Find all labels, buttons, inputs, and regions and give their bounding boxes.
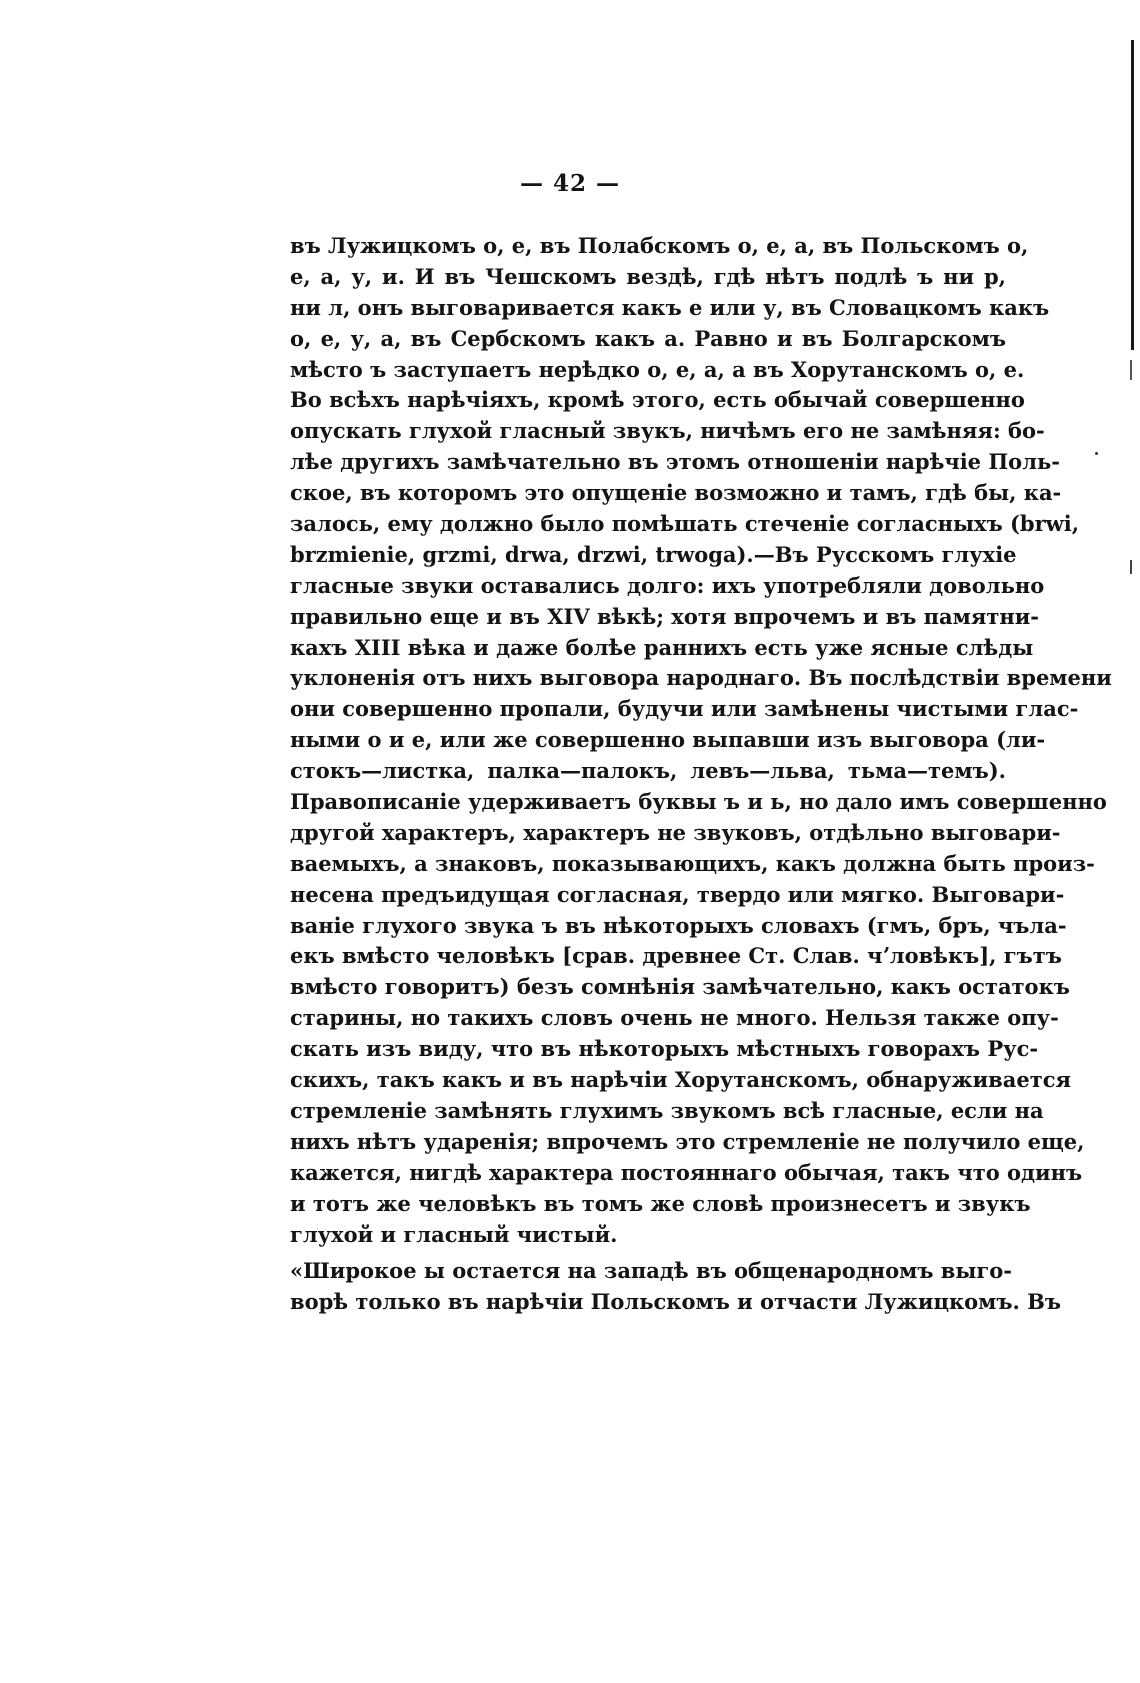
text-line: уклоненія отъ нихъ выговора народнаго. Въ послѣдствіи времени (290, 665, 1112, 691)
text-line: ни л, онъ выговаривается какъ е или у, въ Словацкомъ какъ (290, 294, 1050, 320)
text-line: кажется, нигдѣ характера постояннаго обычая, такъ что одинъ (290, 1159, 1083, 1185)
text-line: ваніе глухого звука ъ въ нѣкоторыхъ словахъ (гмъ, бръ, чълa- (290, 912, 1067, 938)
text-line: другой характеръ, характеръ не звуковъ, отдѣльно выговари- (290, 819, 1061, 845)
text-line: «Широкое ы остается на западѣ въ общенародномъ выго- (290, 1258, 1013, 1284)
page-number: — 42 — (519, 170, 621, 197)
text-line: о, е, у, а, въ Сербскомъ какъ а. Равно и въ Болгарскомъ (290, 325, 1006, 351)
text-line: ворѣ только въ нарѣчіи Польскомъ и отчасти Лужицкомъ. Въ (290, 1289, 1061, 1315)
text-line: Во всѣхъ нарѣчіяхъ, кромѣ этого, есть обычай совершенно (290, 387, 1025, 413)
text-line: опускать глухой гласный звукъ, ничѣмъ его не замѣняя: бо- (290, 418, 1045, 444)
text-line: они совершенно пропали, будучи или замѣнены чистыми глас- (290, 696, 1079, 722)
text-line: brzmienie, grzmi, drwa, drzwi, trwoga).—Въ Русскомъ глухіе (290, 541, 1017, 567)
text-line: старины, но такихъ словъ очень не много. Нельзя также опу- (290, 1005, 1059, 1031)
text-line: лѣе другихъ замѣчательно въ этомъ отношеніи нарѣчіе Поль- (290, 449, 1060, 475)
paragraph-2 (290, 1256, 1061, 1318)
text-line: въ Лужицкомъ о, е, въ Полабскомъ о, е, а, въ Польскомъ о, (290, 233, 1029, 258)
text-line: Правописаніе удерживаетъ буквы ъ и ь, но дало имъ совершенно (290, 789, 1107, 815)
text-line: ваемыхъ, а знаковъ, показывающихъ, какъ должна быть произ- (290, 850, 1095, 876)
paragraph-1 (290, 231, 1112, 1250)
text-line: правильно еще и въ XIV вѣкѣ; хотя впрочемъ и въ памятни- (290, 603, 1040, 629)
text-line: скихъ, такъ какъ и въ нарѣчіи Хорутанскомъ, обнаруживается (290, 1067, 1072, 1093)
text-line: скать изъ виду, что въ нѣкоторыхъ мѣстныхъ говорахъ Рус- (290, 1036, 1039, 1062)
scan-speck (1095, 452, 1098, 455)
text-line: глухой и гласный чистый. (290, 1221, 618, 1247)
text-line: гласные звуки оставались долго: ихъ употребляли довольно (290, 572, 1045, 598)
text-line: несена предъидущая согласная, твердо или мягко. Выговари- (290, 881, 1065, 907)
text-line: ское, въ которомъ это опущеніе возможно и тамъ, гдѣ бы, ка- (290, 480, 1062, 506)
text-line: екъ вмѣсто человѣкъ [срав. древнее Ст. Слав. чʼловѣкъ], гътъ (290, 943, 1062, 969)
scan-edge-mark (1130, 560, 1132, 574)
text-line: вмѣсто говоритъ) безъ сомнѣнія замѣчательно, какъ остатокъ (290, 974, 1070, 1000)
text-line: и тотъ же человѣкъ въ томъ же словѣ произнесетъ и звукъ (290, 1190, 1031, 1216)
body-text (290, 231, 1112, 1318)
text-line: кахъ XIII вѣка и даже болѣе раннихъ есть уже ясные слѣды (290, 634, 1034, 660)
text-line: нихъ нѣтъ ударенія; впрочемъ это стремленіе не получило еще, (290, 1128, 1085, 1154)
text-line: стремленіе замѣнять глухимъ звукомъ всѣ гласные, если на (290, 1097, 1044, 1123)
text-line: залось, ему должно было помѣшать стеченіе согласныхъ (brwi, (290, 511, 1080, 537)
scan-edge-mark (1130, 360, 1132, 380)
text-line: ными о и е, или же совершенно выпавши изъ выговора (ли- (290, 727, 1046, 753)
text-line: стокъ—листка, палка—палокъ, левъ—льва, тьма—темъ). (290, 758, 1006, 784)
text-line: мѣсто ъ заступаетъ нерѣдко о, е, а, а въ Хорутанскомъ о, е. (290, 356, 1025, 382)
text-line: е, а, у, и. И въ Чешскомъ вездѣ, гдѣ нѣтъ подлѣ ъ ни р, (290, 263, 1006, 289)
